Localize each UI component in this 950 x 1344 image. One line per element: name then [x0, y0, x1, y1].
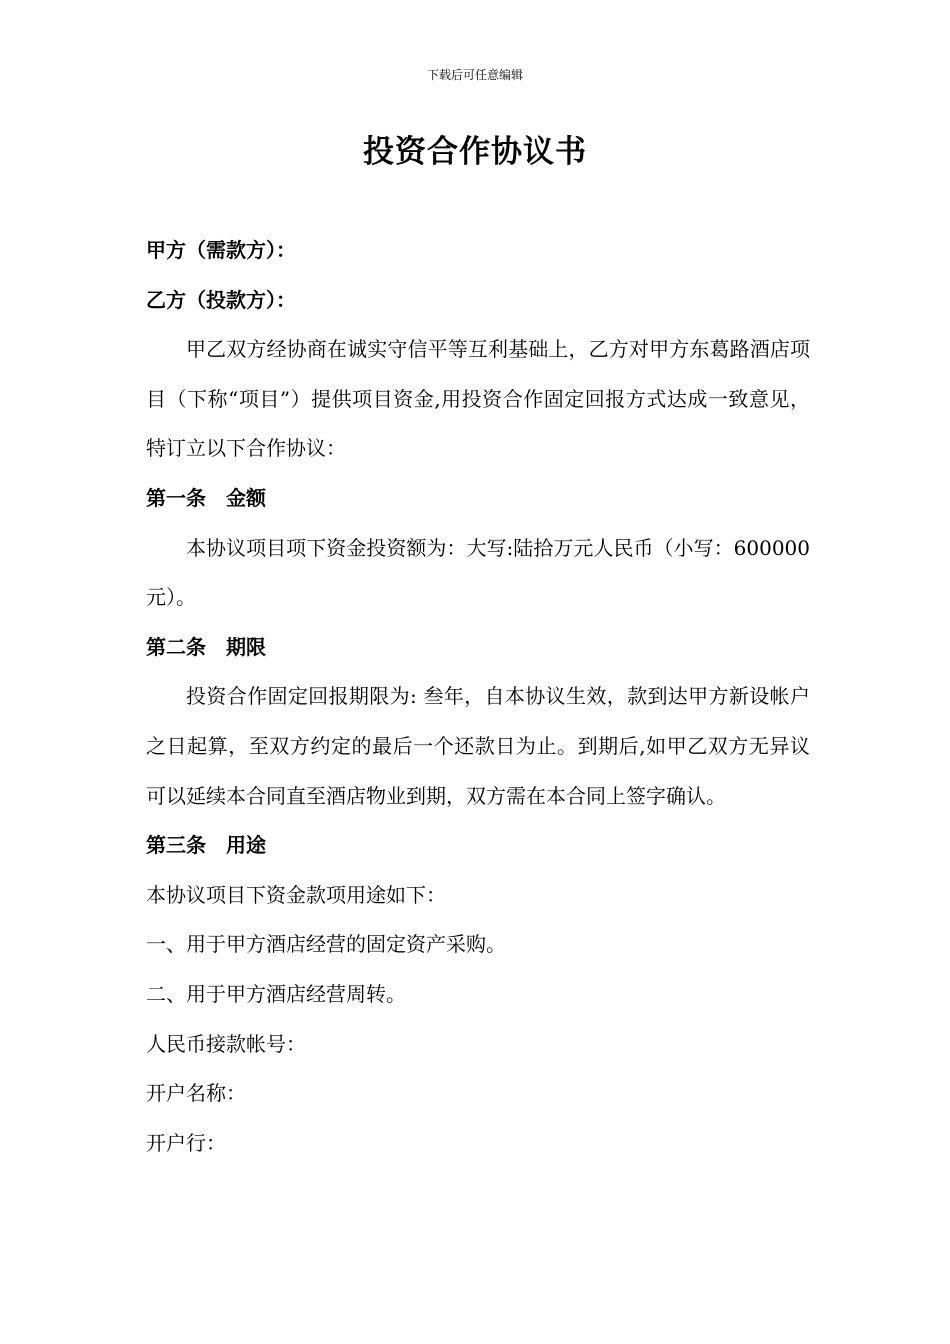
article-2-heading: 第二条 期限: [146, 634, 266, 659]
article-3-item-2: 二、用于甲方酒店经营周转。: [146, 981, 406, 1006]
intro-paragraph: 甲乙双方经协商在诚实守信平等互利基础上，乙方对甲方东葛路酒店项目（下称“项目”）提供项目资金,用投资合作固定回报方式达成一致意见，特订立以下合作协议：: [146, 337, 810, 461]
article-3-heading: 第三条 用途: [146, 833, 266, 858]
account-name-label: 开户名称：: [146, 1081, 246, 1106]
document-body: [146, 226, 810, 1168]
article-1-text: 本协议项目项下资金投资额为：大写:陆拾万元人民币（小写：600000元）。: [146, 535, 810, 610]
article-3-item-1: 一、用于甲方酒店经营的固定资产采购。: [146, 932, 506, 957]
account-number-label: 人民币接款帐号：: [146, 1031, 306, 1056]
article-1-heading: 第一条 金额: [146, 485, 266, 510]
party-a-label: 甲方（需款方）：: [146, 238, 296, 262]
article-3-intro: 本协议项目下资金款项用途如下：: [146, 882, 446, 907]
account-bank-label: 开户行：: [146, 1130, 226, 1155]
article-2-text: 投资合作固定回报期限为: 叁年，自本协议生效，款到达甲方新设帐户之日起算，至双方约定的最后一个还款日为止。到期后,如甲乙双方无异议可以延续本合同直至酒店物业到期，双方需在本合同上签字确认。: [146, 684, 810, 808]
header-note: 下载后可任意编辑: [426, 68, 523, 82]
document-title: 投资合作协议书: [363, 134, 587, 170]
party-b-label: 乙方（投款方）：: [146, 287, 296, 312]
